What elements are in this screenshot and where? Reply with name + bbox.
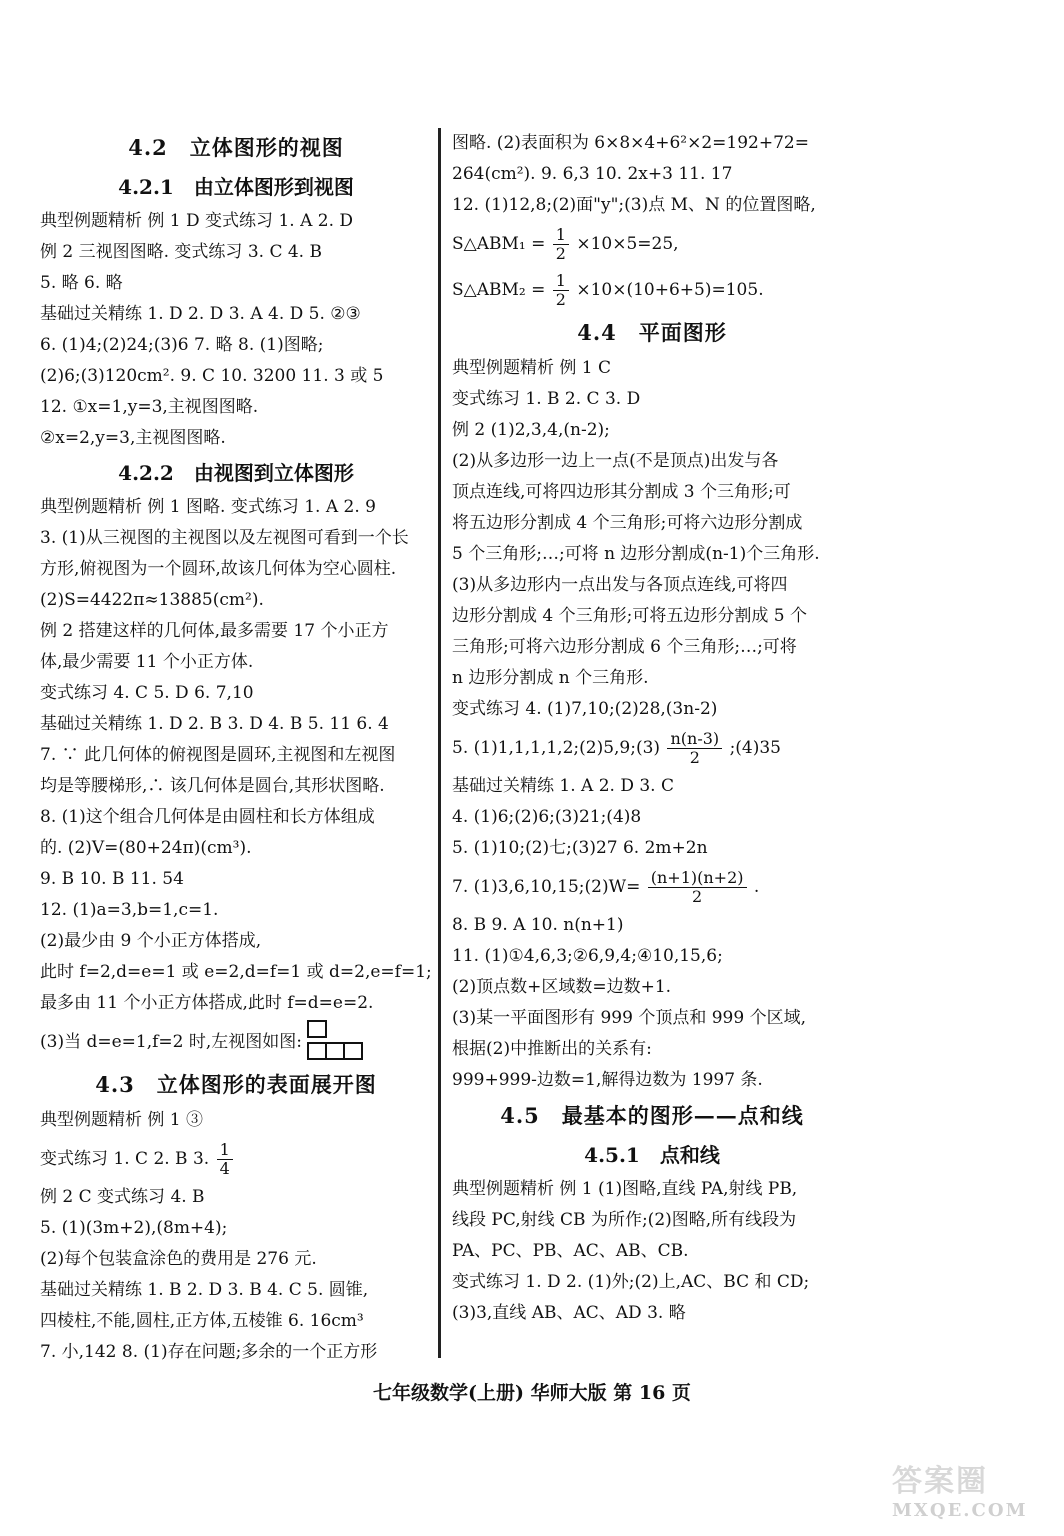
answer-text: ×10×5=25, [576,234,679,254]
answer-line: (2)最少由 9 个小正方体搭成, [40,931,262,951]
answer-line: 3. (1)从三视图的主视图以及左视图可看到一个长 [40,528,409,548]
fraction [553,272,569,309]
subsection-title-4-5-1: 4.5.1 点和线 [584,1143,720,1167]
answer-line: 图略. (2)表面积为 6×8×4+6²×2=192+72= [452,133,809,153]
answer-line: 变式练习 4. C 5. D 6. 7,10 [40,683,254,703]
answer-line: 典型例题精析 例 1 ③ [40,1110,204,1130]
fraction-denominator: 2 [555,244,566,263]
subsection-title-4-2-1: 4.2.1 由立体图形到视图 [118,175,354,199]
answer-line-with-fraction [452,267,852,313]
answer-line: 例 2 C 变式练习 4. B [40,1187,205,1207]
answer-line: 9. B 10. B 11. 54 [40,869,184,889]
answer-line: 线段 PC,射线 CB 为所作;(2)图略,所有线段为 [452,1210,797,1230]
answer-line-with-fraction [452,725,852,771]
answer-line: 999+999-边数=1,解得边数为 1997 条. [452,1070,763,1090]
answer-line: 体,最少需要 11 个小正方体. [40,652,254,672]
answer-line: 此时 f=2,d=e=1 或 e=2,d=f=1 或 d=2,e=f=1; [40,962,432,982]
section-title-4-5: 4.5 最基本的图形——点和线 [500,1103,804,1128]
figure-square [307,1042,327,1060]
fraction-numerator: 1 [553,272,569,291]
answer-text: 7. (1)3,6,10,15;(2)W= [452,877,641,897]
answer-line: 例 2 三视图图略. 变式练习 3. C 4. B [40,242,322,262]
answer-line: 三角形;可将六边形分割成 6 个三角形;…;可将 [452,637,797,657]
fraction-denominator: 4 [219,1159,230,1178]
answer-text: (3)当 d=e=1,f=2 时,左视图如图: [40,1032,303,1052]
fraction [217,1141,233,1178]
page-footer: 七年级数学(上册) 华师大版 第 16 页 [373,1382,691,1404]
subsection-title-4-2-2: 4.2.2 由视图到立体图形 [118,461,354,485]
column-divider [438,128,441,1358]
answer-line: (3)从多边形内一点出发与各顶点连线,可将四 [452,575,788,595]
answer-line: 7. ∵ 此几何体的俯视图是圆环,主视图和左视图 [40,745,396,765]
answer-line: 方形,俯视图为一个圆环,故该几何体为空心圆柱. [40,559,397,579]
answer-line: 6. (1)4;(2)24;(3)6 7. 略 8. (1)图略; [40,335,324,355]
answer-line: 典型例题精析 例 1 图略. 变式练习 1. A 2. 9 [40,497,376,517]
answer-line: 典型例题精析 例 1 C [452,358,612,378]
fraction-denominator: 2 [692,887,703,906]
right-column [452,128,852,1329]
answer-line-with-fraction [452,221,852,267]
answer-line: 5. (1)10;(2)七;(3)27 6. 2m+2n [452,838,708,858]
watermark-logo: 答案圈 [892,1464,988,1499]
answer-line: 5. 略 6. 略 [40,273,123,293]
answer-line: 变式练习 1. D 2. (1)外;(2)上,AC、BC 和 CD; [452,1272,810,1292]
answer-line: (2)6;(3)120cm². 9. C 10. 3200 11. 3 或 5 [40,366,384,386]
answer-line: 变式练习 1. B 2. C 3. D [452,389,641,409]
answer-line-with-fraction [452,864,852,910]
answer-line: 基础过关精练 1. D 2. B 3. D 4. B 5. 11 6. 4 [40,714,389,734]
answer-line: 例 2 (1)2,3,4,(n-2); [452,420,610,440]
answer-line: 典型例题精析 例 1 D 变式练习 1. A 2. D [40,211,354,231]
answer-line: 典型例题精析 例 1 (1)图略,直线 PA,射线 PB, [452,1179,798,1199]
figure-square [343,1042,363,1060]
fraction [553,226,569,263]
answer-line: 7. 小,142 8. (1)存在问题;多余的一个正方形 [40,1342,378,1362]
answer-line: n 边形分割成 n 个三角形. [452,668,649,688]
answer-line: 根据(2)中推断出的关系有: [452,1039,652,1059]
watermark-url: MXQE.COM [892,1500,1028,1521]
fraction-numerator: n(n-3) [667,730,722,749]
fraction [648,869,747,906]
section-title-4-4: 4.4 平面图形 [577,320,727,345]
answer-line: (2)从多边形一边上一点(不是顶点)出发与各 [452,451,779,471]
answer-line: 8. (1)这个组合几何体是由圆柱和长方体组成 [40,807,375,827]
answer-line: 顶点连线,可将四边形其分割成 3 个三角形;可 [452,482,791,502]
answer-line: ②x=2,y=3,主视图图略. [40,428,226,448]
answer-line: 4. (1)6;(2)6;(3)21;(4)8 [452,807,642,827]
answer-text: S△ABM₁ = [452,234,546,254]
answer-line: 264(cm²). 9. 6,3 10. 2x+3 11. 17 [452,164,733,184]
left-view-figure [307,1020,363,1066]
fraction-numerator: 1 [217,1141,233,1160]
answer-line: 例 2 搭建这样的几何体,最多需要 17 个小正方 [40,621,389,641]
answer-line: 的. (2)V=(80+24π)(cm³). [40,838,252,858]
answer-line: 8. B 9. A 10. n(n+1) [452,915,624,935]
left-column [40,128,432,1368]
figure-square [325,1042,345,1060]
fraction-numerator: (n+1)(n+2) [648,869,747,888]
answer-line: 5. (1)(3m+2),(8m+4); [40,1218,228,1238]
answer-line: (2)顶点数+区域数=边数+1. [452,977,672,997]
fraction-denominator: 2 [689,748,700,767]
watermark [892,1456,1042,1526]
answer-line-with-fraction [40,1136,432,1182]
answer-line: 边形分割成 4 个三角形;可将五边形分割成 5 个 [452,606,807,626]
figure-square [307,1020,327,1038]
answer-line: 12. ①x=1,y=3,主视图图略. [40,397,259,417]
section-title-4-3: 4.3 立体图形的表面展开图 [95,1072,377,1097]
answer-line: 基础过关精练 1. D 2. D 3. A 4. D 5. ②③ [40,304,361,324]
fraction-denominator: 2 [555,290,566,309]
answer-text: ;(4)35 [729,738,782,758]
answer-line: 变式练习 4. (1)7,10;(2)28,(3n-2) [452,699,718,719]
answer-line: (2)每个包装盒涂色的费用是 276 元. [40,1249,317,1269]
answer-text: 5. (1)1,1,1,1,2;(2)5,9;(3) [452,738,661,758]
answer-text: 变式练习 1. C 2. B 3. [40,1149,210,1169]
answer-line: 12. (1)12,8;(2)面"y";(3)点 M、N 的位置图略, [452,195,816,215]
answer-line: (3)3,直线 AB、AC、AD 3. 略 [452,1303,686,1323]
answer-line: 12. (1)a=3,b=1,c=1. [40,900,219,920]
fraction [667,730,722,767]
answer-line: 均是等腰梯形,∴ 该几何体是圆台,其形状图略. [40,776,385,796]
answer-line: 基础过关精练 1. B 2. D 3. B 4. C 5. 圆锥, [40,1280,369,1300]
answer-text: . [753,877,760,897]
answer-line: 11. (1)①4,6,3;②6,9,4;④10,15,6; [452,946,723,966]
answer-line: 四棱柱,不能,圆柱,正方体,五棱锥 6. 16cm³ [40,1311,364,1331]
answer-line: PA、PC、PB、AC、AB、CB. [452,1241,689,1261]
answer-line: 基础过关精练 1. A 2. D 3. C [452,776,674,796]
section-title-4-2: 4.2 立体图形的视图 [128,135,344,160]
answer-line: 将五边形分割成 4 个三角形;可将六边形分割成 [452,513,803,533]
answer-text: S△ABM₂ = [452,280,546,300]
answer-line: (3)某一平面图形有 999 个顶点和 999 个区域, [452,1008,806,1028]
fraction-numerator: 1 [553,226,569,245]
answer-line: (2)S=4422π≈13885(cm²). [40,590,264,610]
answer-text: ×10×(10+6+5)=105. [576,280,764,300]
answer-line-with-figure [40,1019,432,1065]
answer-line: 5 个三角形;…;可将 n 边形分割成(n-1)个三角形. [452,544,820,564]
answer-line: 最多由 11 个小正方体搭成,此时 f=d=e=2. [40,993,374,1013]
